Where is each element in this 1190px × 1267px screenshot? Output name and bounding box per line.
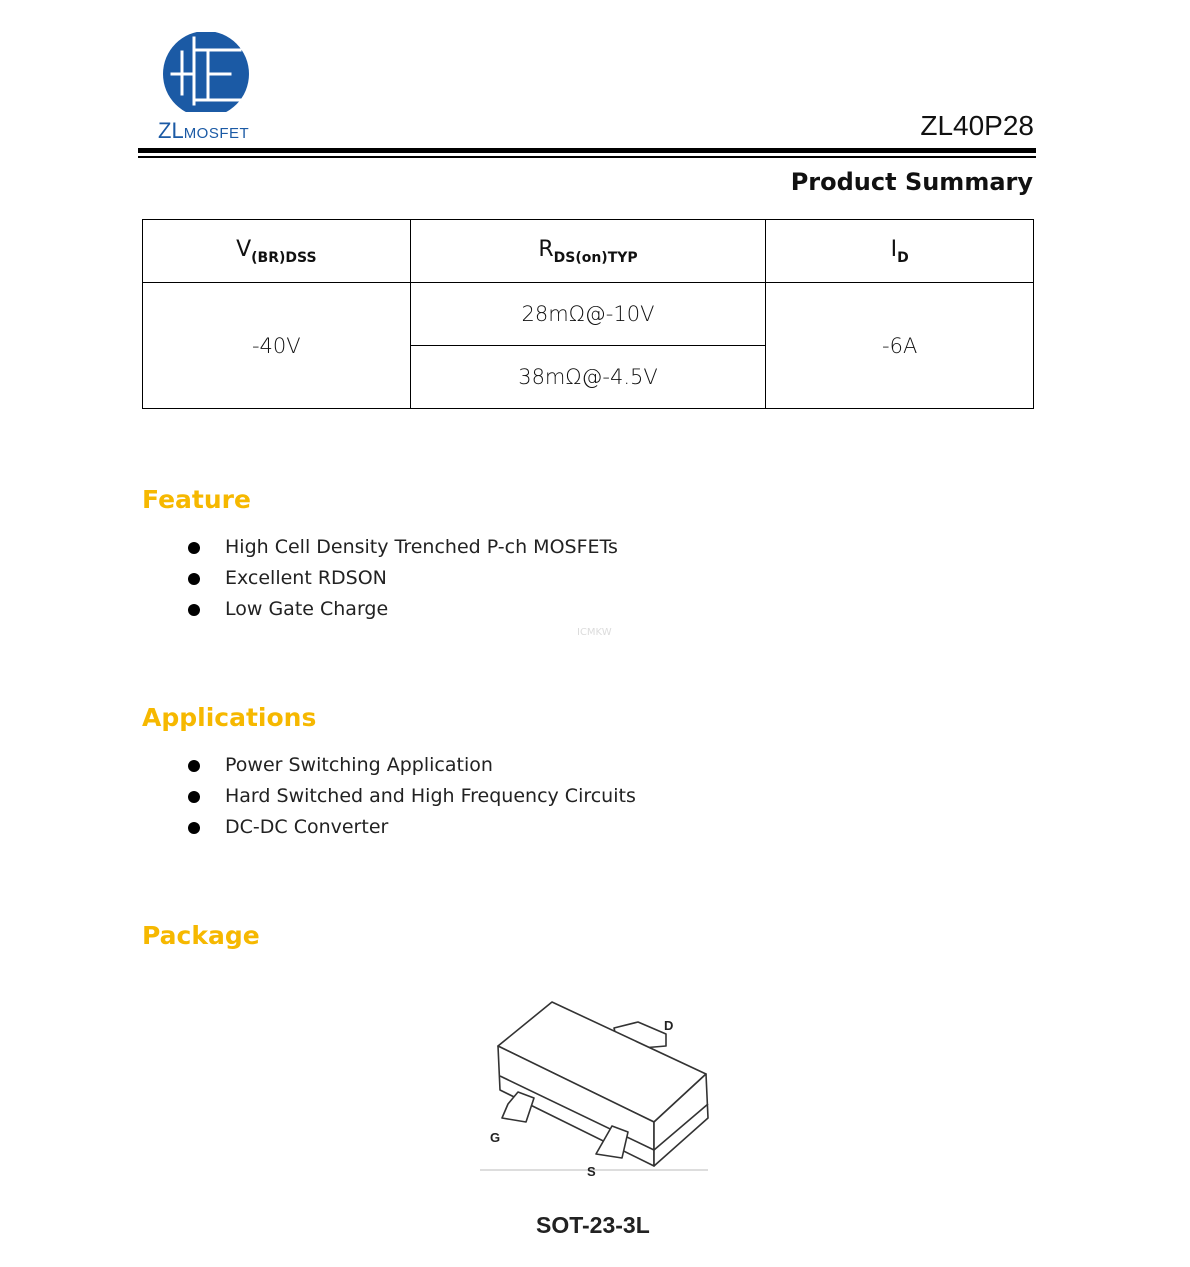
header-vbrdss-sub: (BR)DSS [251,249,317,266]
company-logo [158,32,258,144]
applications-heading: Applications [142,703,317,732]
cell-rdson-4v5: 38mΩ@-4.5V [410,346,766,409]
logo-text-main: ZL [158,118,184,143]
list-item: Hard Switched and High Frequency Circuits [186,781,636,812]
package-label: SOT-23-3L [536,1212,650,1238]
table-header-row [143,220,1034,283]
list-item: Low Gate Charge [186,594,618,625]
header-rule-thin [138,156,1036,158]
logo-emblem-icon [160,32,252,112]
cell-id: -6A [766,283,1034,409]
pin-label-source: S [587,1164,596,1179]
header-vbrdss [143,220,411,283]
package-heading: Package [142,921,260,950]
list-item: High Cell Density Trenched P-ch MOSFETs [186,532,618,563]
header-vbrdss-symbol: V [236,236,252,262]
logo-text-sub: MOSFET [183,125,250,142]
header-rdson-sub: DS(on)TYP [553,249,638,266]
product-summary-title: Product Summary [790,168,1033,196]
list-item: Power Switching Application [186,750,636,781]
list-item: Excellent RDSON [186,563,618,594]
feature-heading: Feature [142,485,251,514]
applications-list [186,750,636,843]
header-id [766,220,1034,283]
header-id-symbol: I [890,236,898,262]
pin-label-gate: G [490,1130,501,1145]
list-item: DC-DC Converter [186,812,636,843]
pin-label-drain: D [664,1018,674,1033]
header-rdson-symbol: R [538,236,554,262]
product-summary-table [142,219,1034,409]
table-row [143,283,1034,346]
cell-vbrdss: -40V [143,283,411,409]
cell-rdson-10v: 28mΩ@-10V [410,283,766,346]
feature-list [186,532,618,625]
part-number: ZL40P28 [920,110,1034,141]
watermark: ICMKW [577,627,612,638]
logo-wordmark [158,118,249,144]
header-id-sub: D [897,249,909,266]
header-rdson [410,220,766,283]
header-rule-thick [138,148,1036,153]
sot23-package-icon [476,990,712,1184]
